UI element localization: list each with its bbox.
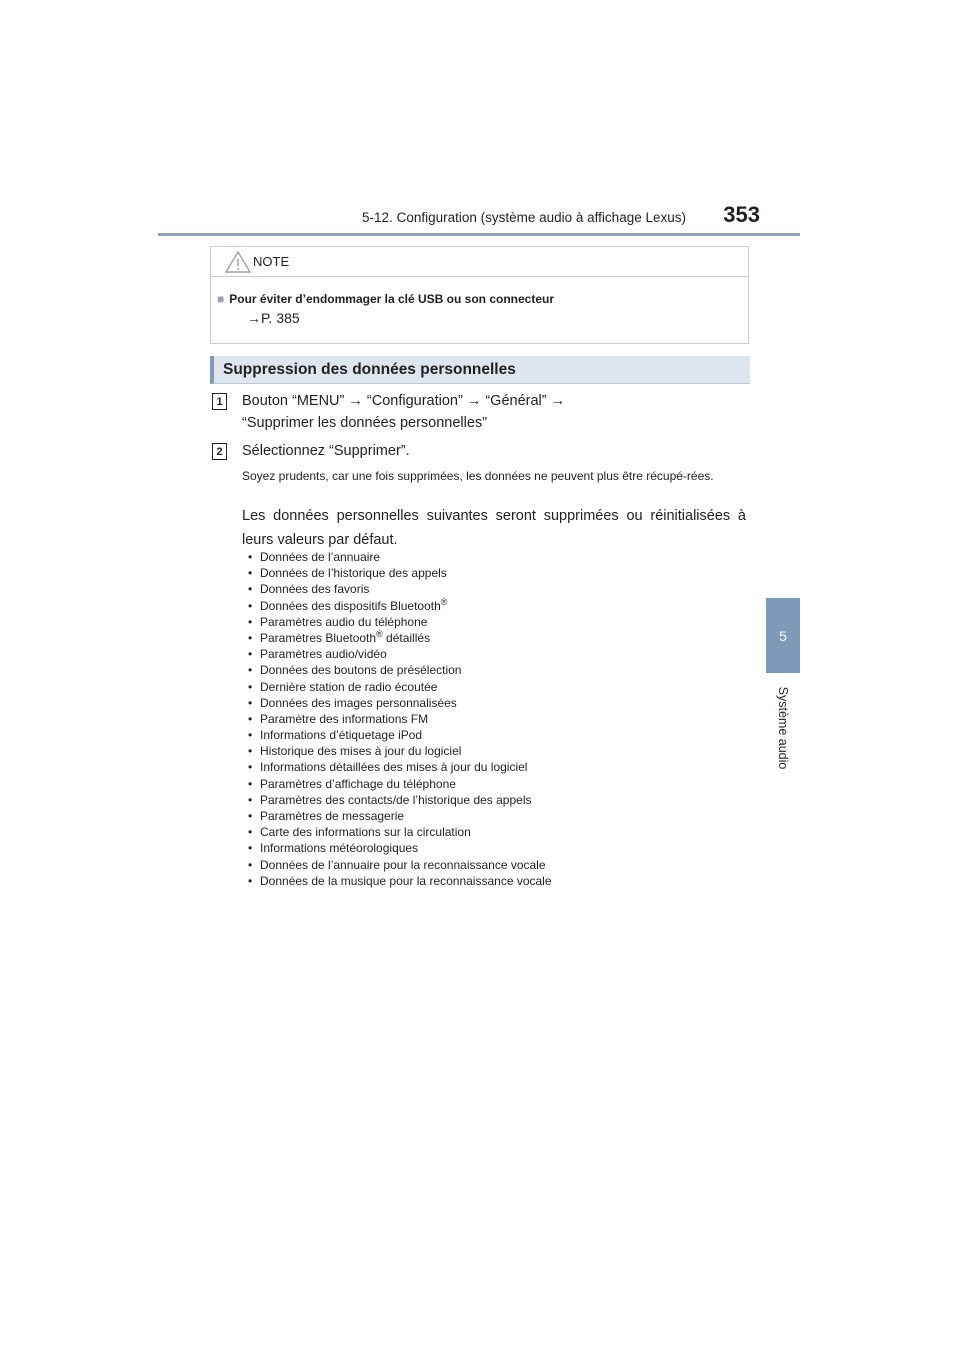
square-bullet-icon: ■ bbox=[217, 292, 225, 306]
list-item: • Données de l’annuaire pour la reconnaissance vocale bbox=[248, 857, 728, 873]
section-header bbox=[210, 356, 750, 384]
list-item: • Données des images personnalisées bbox=[248, 695, 728, 711]
list-item: • Données de l’historique des appels bbox=[248, 565, 728, 581]
note-title: NOTE bbox=[253, 254, 290, 269]
list-item: • Données des boutons de présélection bbox=[248, 662, 728, 678]
caution-text: Soyez prudents, car une fois supprimées, les données ne peuvent plus être récupé-rées. bbox=[242, 469, 714, 483]
note-heading bbox=[217, 292, 554, 306]
note-box bbox=[210, 246, 749, 344]
step-1-line-2: “Supprimer les données personnelles” bbox=[242, 415, 488, 431]
list-item: • Informations d’étiquetage iPod bbox=[248, 727, 728, 743]
list-item: • Données des dispositifs Bluetooth® bbox=[248, 598, 728, 614]
list-item: • Dernière station de radio écoutée bbox=[248, 679, 728, 695]
list-item: • Paramètres audio du téléphone bbox=[248, 614, 728, 630]
list-item: • Carte des informations sur la circulation bbox=[248, 824, 728, 840]
list-item: • Données des favoris bbox=[248, 581, 728, 597]
list-item: • Paramètre des informations FM bbox=[248, 711, 728, 727]
note-heading-text: Pour éviter d’endommager la clé USB ou son connecteur bbox=[229, 292, 554, 306]
data-list bbox=[248, 549, 728, 889]
registered-mark: ® bbox=[376, 628, 383, 639]
step-1-badge: 1 bbox=[212, 393, 227, 410]
list-item: • Paramètres de messagerie bbox=[248, 808, 728, 824]
list-item: • Informations détaillées des mises à jour du logiciel bbox=[248, 759, 728, 775]
step-1-line-1: Bouton “MENU” → “Configuration” → “Général” → bbox=[242, 393, 566, 409]
note-header bbox=[211, 247, 748, 277]
list-item: • Paramètres Bluetooth® détaillés bbox=[248, 630, 728, 646]
step-2-line-1: Sélectionnez “Supprimer”. bbox=[242, 443, 410, 459]
list-item: • Paramètres d’affichage du téléphone bbox=[248, 776, 728, 792]
list-item: • Données de la musique pour la reconnaissance vocale bbox=[248, 873, 728, 889]
intro-paragraph: Les données personnelles suivantes seront supprimées ou réinitialisées à leurs valeurs par défaut. bbox=[242, 508, 746, 548]
chapter-side-label-text: Système audio bbox=[776, 686, 790, 770]
note-page-reference: →P. 385 bbox=[247, 310, 300, 326]
warning-icon bbox=[225, 251, 251, 273]
list-item: • Paramètres des contacts/de l’historique des appels bbox=[248, 792, 728, 808]
step-2-badge: 2 bbox=[212, 443, 227, 460]
section-title: Suppression des données personnelles bbox=[223, 361, 516, 378]
chapter-tab bbox=[766, 598, 800, 673]
list-item: • Historique des mises à jour du logiciel bbox=[248, 743, 728, 759]
list-item: • Paramètres audio/vidéo bbox=[248, 646, 728, 662]
chapter-title: 5-12. Configuration (système audio à affichage Lexus) bbox=[362, 210, 686, 225]
header-rule bbox=[158, 233, 800, 236]
list-item: • Données de l’annuaire bbox=[248, 549, 728, 565]
registered-mark: ® bbox=[440, 596, 448, 607]
list-item: • Informations météorologiques bbox=[248, 840, 728, 856]
page-number: 353 bbox=[723, 202, 760, 227]
chapter-tab-number: 5 bbox=[779, 627, 787, 644]
